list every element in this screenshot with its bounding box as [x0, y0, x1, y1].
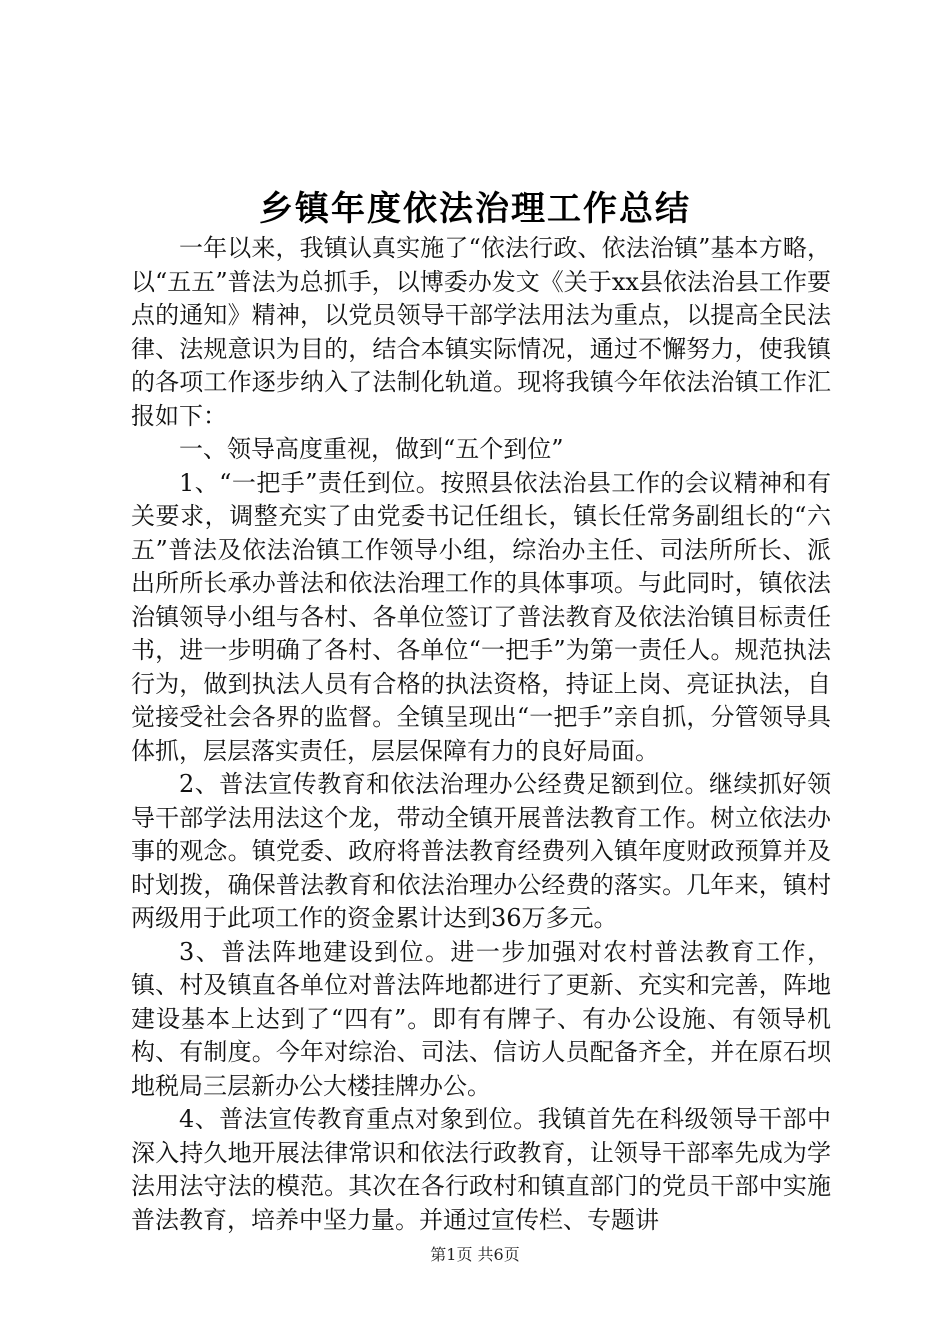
document-title: 乡镇年度依法治理工作总结 [259, 189, 691, 229]
paragraph-intro: 一年以来，我镇认真实施了“依法行政、依法治镇”基本方略，以“五五”普法为总抓手，以博委办发文《关于xx县依法治县工作要点的通知》精神，以党员领导干部学法用法为重点，以提高全民法律、法规意识为目的，结合本镇实际情况，通过不懈努力，使我镇的各项工作逐步纳入了法制化轨道。现将我镇今年依法治镇工作汇报如下： [131, 234, 831, 430]
paragraph-item-3: 3、普法阵地建设到位。进一步加强对农村普法教育工作，镇、村及镇直各单位对普法阵地都进行了更新、充实和完善，阵地建设基本上达到了“四有”。即有有牌子、有办公设施、有领导机构、有制度。今年对综治、司法、信访人员配备齐全，并在原石坝地税局三层新办公大楼挂牌办公。 [131, 937, 831, 1100]
paragraph-item-2: 2、普法宣传教育和依法治理办公经费足额到位。继续抓好领导干部学法用法这个龙，带动全镇开展普法教育工作。树立依法办事的观念。镇党委、政府将普法教育经费列入镇年度财政预算并及时划拨，确保普法教育和依法治理办公经费的落实。几年来，镇村两级用于此项工作的资金累计达到36万多元。 [131, 770, 831, 932]
section-heading: 一、领导高度重视，做到“五个到位” [179, 435, 564, 463]
document-body [131, 232, 831, 1237]
page-footer: 第1页 共6页 [430, 1245, 520, 1264]
paragraph-item-1: 1、“一把手”责任到位。按照县依法治县工作的会议精神和有关要求，调整充实了由党委书记任组长，镇长任常务副组长的“六五”普法及依法治镇工作领导小组，综治办主任、司法所所长、派出所所长承办普法和依法治理工作的具体事项。与此同时，镇依法治镇领导小组与各村、各单位签订了普法教育及依法治镇目标责任书，进一步明确了各村、各单位“一把手”为第一责任人。规范执法行为，做到执法人员有合格的执法资格，持证上岗、亮证执法，自觉接受社会各界的监督。全镇呈现出“一把手”亲自抓，分管领导具体抓，层层落实责任，层层保障有力的良好局面。 [131, 468, 831, 765]
paragraph-item-4: 4、普法宣传教育重点对象到位。我镇首先在科级领导干部中深入持久地开展法律常识和依法行政教育，让领导干部率先成为学法用法守法的模范。其次在各行政村和镇直部门的党员干部中实施普法教育，培养中坚力量。并通过宣传栏、专题讲 [131, 1105, 831, 1234]
